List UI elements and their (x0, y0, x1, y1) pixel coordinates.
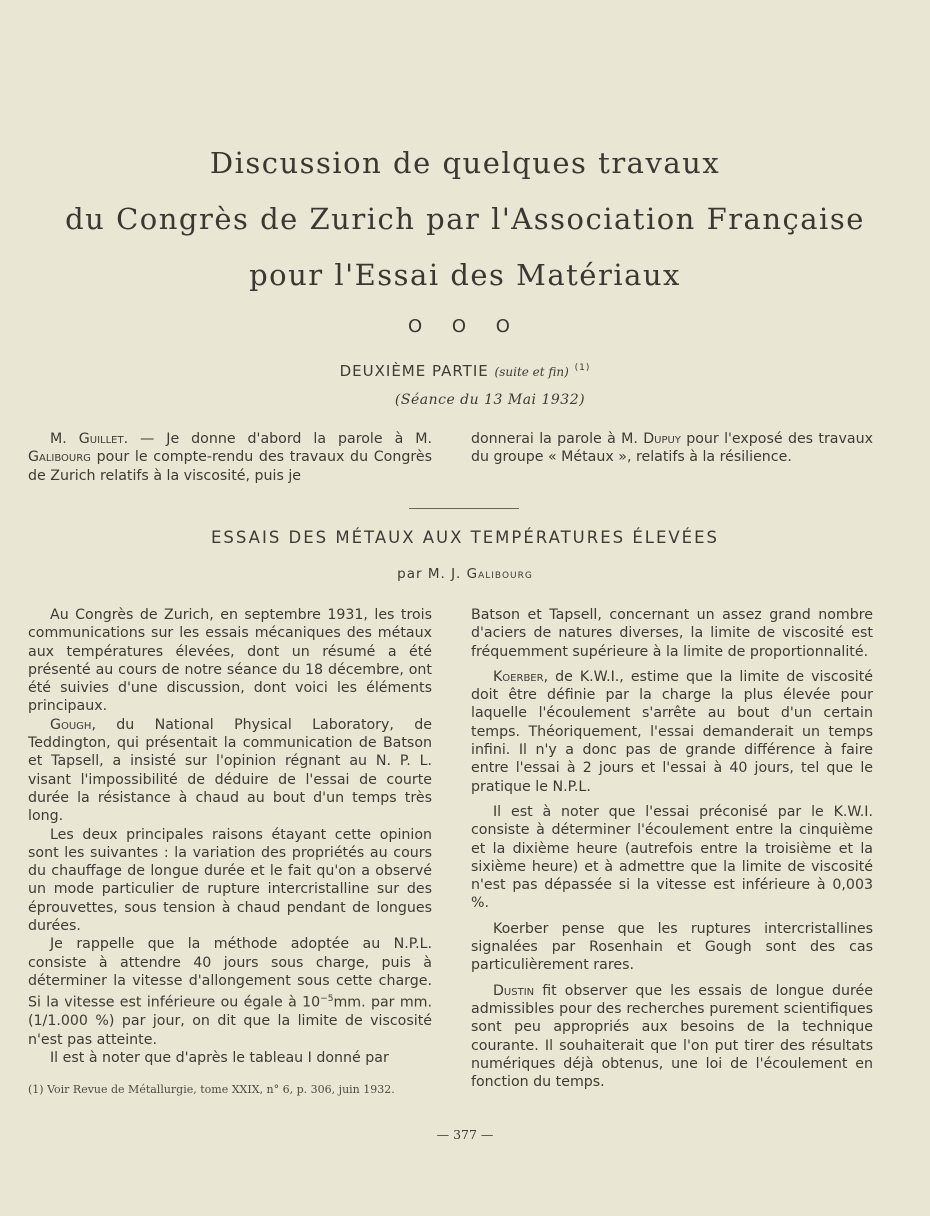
part-heading (0, 362, 930, 380)
ornament-circles: O O O (408, 316, 522, 337)
paragraph: Dustin fit observer que les essais de longue durée admissibles pour des recherches purement scientifiques sont peu appropriés aux besoins de la technique courante. Il souhaiterait que l'on put tirer des résultats numériques déjà obtenus, une loi de l'écoulement en fonction du temps. (471, 982, 873, 1091)
title-line-2: du Congrès de Zurich par l'Association Française (65, 202, 865, 236)
paragraph: Je rappelle que la méthode adoptée au N.P.L. consiste à attendre 40 jours sous charge, puis à déterminer la vitesse d'allongement sous cette charge. Si la vitesse est inférieure ou égale à $10^{-5}mm$. par mm. (1/1.000 %) par jour, on dit que la limite de viscosité n'est pas atteinte. (28, 936, 432, 1048)
paragraph: Gough, du National Physical Laboratory, de Teddington, qui présentait la communication de Batson et Tapsell, a insisté sur l'opinion régnant au N. P. L. visant l'impossibilité de déduire de l'essai de courte durée la résistance à chaud au bout d'un temps très long. (28, 716, 432, 825)
paragraph: Koerber, de K.W.I., estime que la limite de viscosité doit être définie par la charge la plus élevée pour laquelle l'écoulement s'arrête au bout d'un certain temps. Théoriquement, l'essai demanderait un temps infini. Il n'y a donc pas de grande différence à faire entre l'essai à 2 jours et l'essai à 40 jours, tel que le pratique le N.P.L. (471, 668, 873, 795)
section-title: ESSAIS DES MÉTAUX AUX TEMPÉRATURES ÉLEVÉES (210, 528, 720, 547)
left-column (28, 606, 432, 1067)
paragraph: Koerber pense que les ruptures intercristallines signalées par Rosenhain et Gough sont des cas particulièrement rares. (471, 920, 873, 974)
section-divider (409, 508, 519, 509)
paragraph: Les deux principales raisons étayant cette opinion sont les suivantes : la variation des propriétés au cours du chauffage de longue durée et le fait qu'on a observé un mode particulier de rupture intercristalline sur des éprouvettes, sous tension à chaud pendant de longues durées. (28, 826, 432, 935)
title-line-3: pour l'Essai des Matériaux (249, 258, 681, 292)
paragraph: Batson et Tapsell, concernant un assez grand nombre d'aciers de natures diverses, la limite de viscosité est fréquemment supérieure à la limite de proportionnalité. (471, 607, 873, 660)
author-name: Galibourg (466, 566, 533, 582)
page-number: — 377 — (436, 1127, 494, 1142)
intro-left: M. Guillet. — Je donne d'abord la parole à M. Galibourg pour le compte-rendu des travaux du Congrès de Zurich relatifs à la viscosité, puis je (28, 431, 432, 484)
seance-date: (Séance du 13 Mai 1932) (394, 392, 586, 408)
paragraph: Il est à noter que l'essai préconisé par le K.W.I. consiste à déterminer l'écoulement entre la cinquième et la dixième heure (autrefois entre la troisième et la sixième heure) et à admettre que la limite de viscosité n'est pas dépassée si la vitesse est inférieure à 0,003 %. (471, 803, 873, 912)
byline: par M. J. Galibourg (397, 566, 533, 582)
intro-right: donnerai la parole à M. Dupuy pour l'exposé des travaux du groupe « Métaux », relatifs à la résilience. (471, 431, 873, 466)
paragraph: Au Congrès de Zurich, en septembre 1931, les trois communications sur les essais mécaniques des métaux aux températures élevées, dont un résumé a été présenté au cours de notre séance du 18 décembre, ont été suivies d'une discussion, dont voici les éléments principaux. (28, 607, 432, 715)
footnote: (1) Voir Revue de Métallurgie, tome XXIX, n° 6, p. 306, juin 1932. (28, 1083, 395, 1096)
right-column (471, 606, 873, 1091)
title-line-1: Discussion de quelques travaux (209, 146, 721, 180)
footnote-ref: (1) (574, 363, 591, 373)
speaker-dupuy: Dupuy (643, 431, 681, 447)
part-note: (suite et fin) (494, 365, 569, 379)
speaker-guillet: Guillet (78, 431, 124, 447)
paragraph: Il est à noter que d'après le tableau I donné par (50, 1049, 389, 1066)
speaker-galibourg: Galibourg (28, 449, 91, 466)
part-label: DEUXIÈME PARTIE (339, 362, 489, 380)
